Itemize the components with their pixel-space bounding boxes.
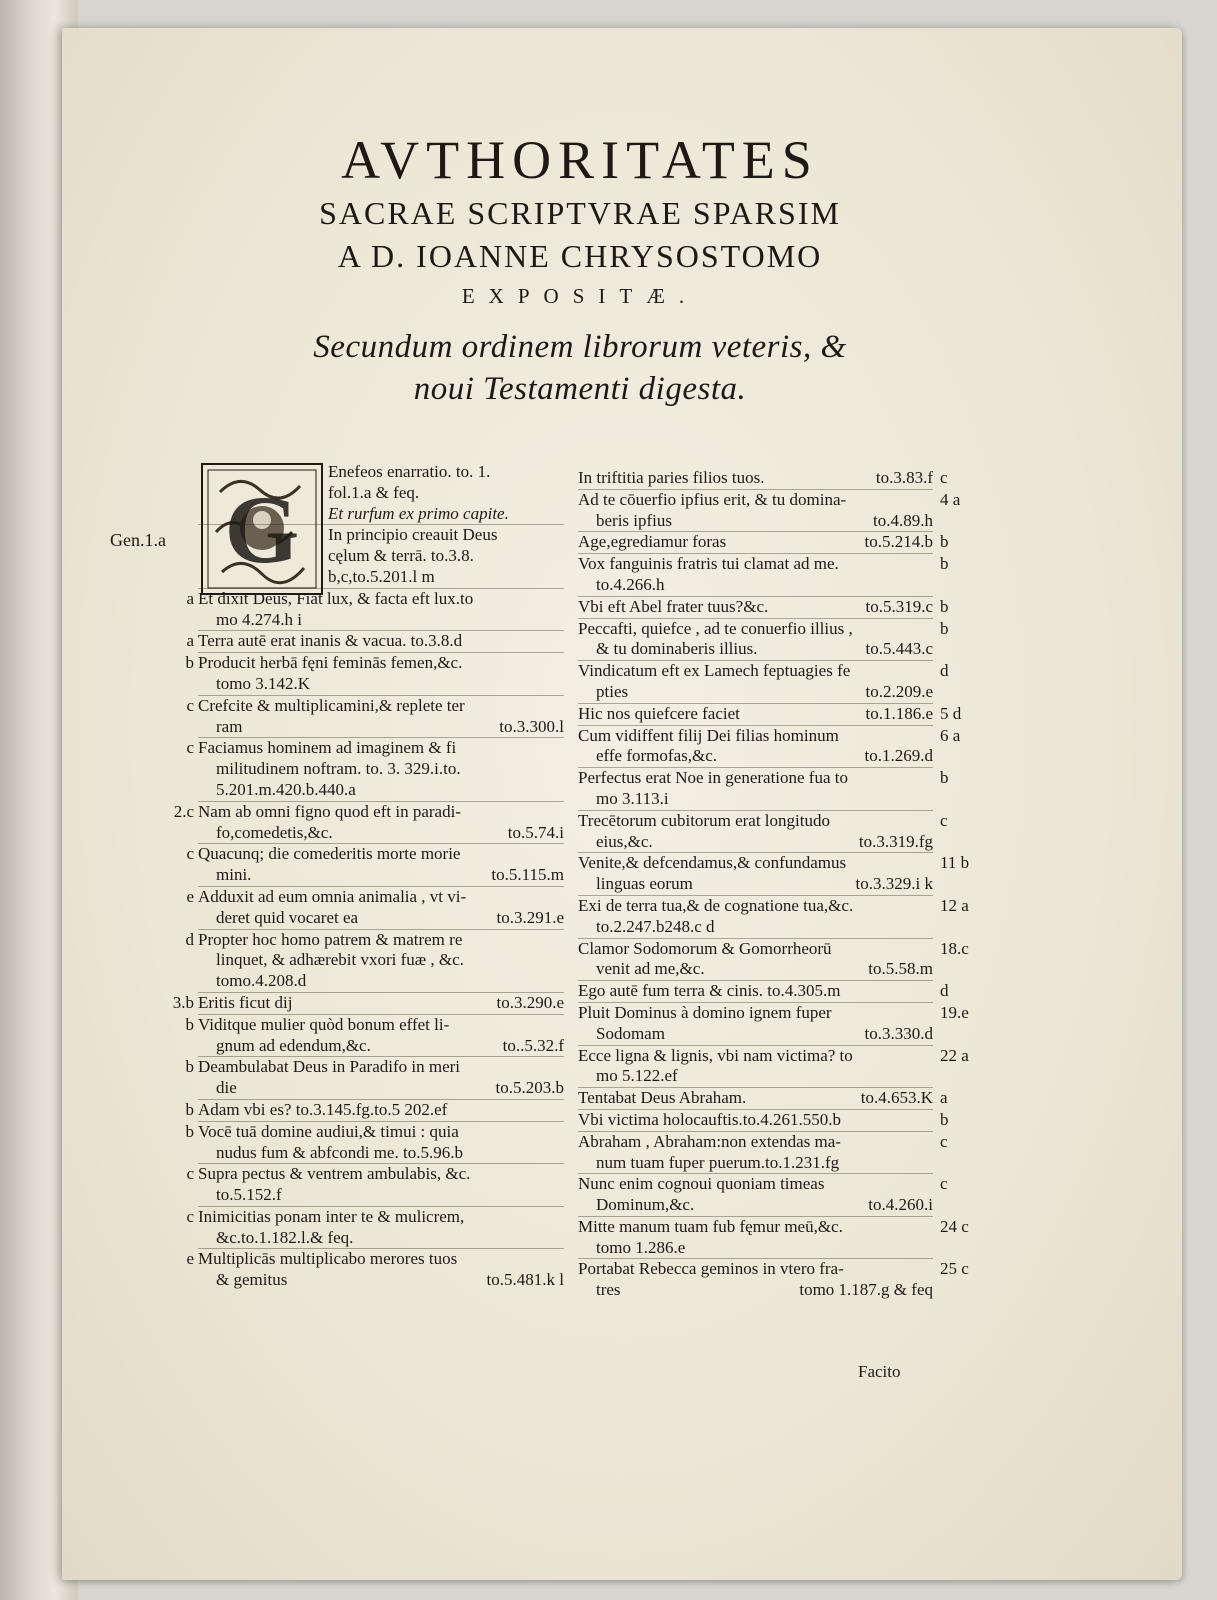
entry-reference: to.3.300.l: [499, 716, 564, 736]
entry-margin-mark: b: [185, 1099, 194, 1119]
entry-margin-mark: b: [940, 554, 949, 574]
entry-margin-mark: a: [940, 1088, 948, 1108]
right-index-entry: [578, 596, 949, 618]
left-index-entry: [186, 843, 564, 886]
right-index-entry: [578, 468, 948, 489]
entry-line: [578, 1088, 933, 1109]
right-index-entry: [578, 1002, 969, 1045]
entry-reference: to.3.319.fg: [858, 831, 933, 851]
entry-margin-mark: b: [940, 768, 949, 788]
entry-text: Eritis ficut dij: [198, 992, 293, 1012]
entry-margin-mark: d: [940, 981, 949, 1001]
entry-reference: to.2.209.e: [865, 681, 933, 701]
entry-text: & gemitus: [216, 1270, 288, 1290]
initial-letter: G: [224, 476, 300, 583]
right-index-entry: [578, 1173, 948, 1216]
entry-text: & tu dominaberis illius.: [596, 639, 758, 659]
entry-line: [578, 1280, 933, 1301]
entry-line: [578, 532, 933, 553]
entry-line: [578, 959, 933, 980]
entry-margin-mark: e: [186, 886, 194, 906]
entry-line: Crefcite & multiplicamini,& replete ter: [198, 695, 465, 715]
entry-line: Clamor Sodomorum & Gomorrheorū: [578, 938, 832, 958]
entry-margin-mark: 12 a: [940, 895, 969, 915]
entry-margin-mark: c: [186, 1206, 194, 1226]
entry-text: gnum ad edendum,&c.: [216, 1035, 371, 1055]
entry-line: Trecētorum cubitorum erat longitudo: [578, 810, 830, 830]
entry-reference: to.5.319.c: [865, 596, 933, 616]
left-index-entry: [185, 1014, 564, 1057]
left-index-entry: [186, 886, 564, 929]
right-index-entry: [578, 1216, 969, 1259]
left-index-entry: [186, 695, 564, 738]
entry-line: [578, 468, 933, 489]
entry-reference: to.4.260.i: [868, 1195, 933, 1215]
entry-line: Ego autē fum terra & cinis. to.4.305.m: [578, 981, 841, 1001]
left-index-entry: [172, 992, 564, 1014]
right-index-entry: [578, 1087, 948, 1109]
entry-line: militudinem noftram. to. 3. 329.i.to.: [216, 759, 461, 779]
entry-margin-mark: b: [185, 1014, 194, 1034]
entry-line: Terra autē erat inanis & vacua. to.3.8.d: [198, 631, 463, 651]
entry-line: fol.1.a & feq.: [328, 482, 420, 502]
entry-text: beris ipfius: [596, 510, 673, 530]
title-line-2: SACRAE SCRIPTVRAE SPARSIM: [319, 195, 841, 231]
entry-line: [198, 823, 564, 844]
entry-margin-mark: 6 a: [940, 725, 961, 745]
entry-margin-mark: b: [185, 1057, 194, 1077]
right-index-entry: [578, 767, 949, 810]
entry-margin-mark: c: [186, 1164, 194, 1184]
entry-reference: to.5.74.i: [507, 822, 564, 842]
entry-line: Portabat Rebecca geminos in vtero fra-: [578, 1259, 844, 1279]
entry-line: Inimicitias ponam inter te & mulicrem,: [198, 1206, 465, 1226]
entry-line: Perfectus erat Noe in generatione fua to: [578, 768, 848, 788]
entry-reference: to.3.291.e: [496, 907, 564, 927]
entry-margin-mark: c: [940, 1174, 948, 1194]
right-index-entry: [578, 938, 969, 981]
entry-reference: to.5.214.b: [864, 532, 933, 552]
entry-reference: to.5.481.k l: [486, 1270, 564, 1290]
entry-line: [578, 874, 933, 895]
left-index-entry: [173, 801, 564, 844]
title-line-4: EXPOSITÆ.: [461, 284, 699, 308]
left-index-entry: [186, 588, 564, 631]
entry-text: tres: [596, 1280, 621, 1300]
entry-margin-mark: c: [940, 468, 948, 487]
entry-reference: to.1.269.d: [864, 746, 933, 766]
entry-text: eius,&c.: [596, 831, 653, 851]
entry-margin-mark: 25 c: [940, 1259, 969, 1279]
entry-reference: tomo 1.187.g & feq: [799, 1280, 933, 1300]
right-index-entry: [578, 725, 961, 768]
entry-line: Vbi victima holocauftis.to.4.261.550.b: [578, 1109, 841, 1129]
catchword: Facito: [858, 1362, 901, 1381]
subtitle-line-2: noui Testamenti digesta.: [413, 371, 747, 407]
entry-line: [578, 511, 933, 532]
right-index-entry: [578, 618, 949, 661]
entry-reference: to.5.203.b: [495, 1078, 564, 1098]
entry-text: Hic nos quiefcere faciet: [578, 703, 740, 723]
index-left-column: [172, 462, 564, 1291]
left-index-entry: [198, 504, 564, 525]
entry-reference: to.4.89.h: [873, 510, 933, 530]
left-index-entry: [185, 1121, 564, 1164]
entry-line: mo 4.274.h i: [216, 609, 302, 629]
entry-reference: to.4.653.K: [860, 1088, 933, 1108]
entry-margin-mark: 24 c: [940, 1216, 969, 1236]
entry-margin-mark: 5 d: [940, 703, 962, 723]
entry-line: Deambulabat Deus in Paradifo in meri: [198, 1057, 461, 1077]
entry-text: ram: [216, 716, 243, 736]
left-index-entry: [186, 737, 564, 800]
entry-line: Ecce ligna & lignis, vbi nam victima? to: [578, 1045, 853, 1065]
entry-line: Et rurfum ex primo capite.: [328, 503, 509, 523]
entry-line: mo 5.122.ef: [596, 1066, 678, 1086]
entry-text: In triftitia paries filios tuos.: [578, 468, 765, 487]
entry-line: to.4.266.h: [596, 574, 665, 594]
entry-line: num tuam fuper puerum.to.1.231.fg: [596, 1152, 840, 1172]
entry-margin-mark: c: [186, 738, 194, 758]
entry-text: die: [216, 1078, 237, 1098]
right-index-entry: [578, 489, 961, 532]
left-index-entry: [198, 524, 564, 587]
right-index-entry: [578, 553, 949, 596]
right-index-entry: [578, 895, 969, 938]
title-line-3: A D. IOANNE CHRYSOSTOMO: [337, 238, 823, 274]
entry-margin-mark: 2.c: [173, 801, 194, 821]
entry-margin-mark: b: [940, 532, 949, 552]
entry-margin-mark: a: [186, 631, 194, 651]
entry-line: 5.201.m.420.b.440.a: [216, 779, 356, 799]
entry-line: Cum vidiffent filij Dei filias hominum: [578, 725, 839, 745]
entry-text: Vbi eft Abel frater tuus?&c.: [578, 596, 769, 616]
entry-text: linguas eorum: [596, 874, 693, 894]
entry-line: Vox fanguinis fratris tui clamat ad me.: [578, 554, 839, 574]
right-index-entry: [578, 1131, 948, 1174]
entry-line: [578, 682, 933, 703]
entry-reference: to.1.186.e: [865, 703, 933, 723]
right-index-entry: [578, 1045, 969, 1088]
right-index-entry: [578, 1258, 969, 1301]
entry-margin-mark: d: [185, 929, 194, 949]
entry-line: [578, 704, 933, 725]
entry-reference: to.5.115.m: [491, 865, 564, 885]
entry-text: Dominum,&c.: [596, 1195, 695, 1215]
entry-line: [578, 597, 933, 618]
entry-line: [198, 1036, 564, 1057]
right-index-entry: [578, 1109, 949, 1131]
entry-line: [198, 993, 564, 1014]
entry-line: [198, 1270, 564, 1291]
entry-line: &c.to.1.182.l.& feq.: [216, 1227, 354, 1247]
entry-line: Et dixit Deus, Fiat lux, & facta eft lux.to: [198, 588, 474, 608]
entry-margin-mark: 11 b: [940, 853, 970, 873]
right-index-entry: [578, 660, 949, 703]
entry-line: tomo.4.208.d: [216, 971, 307, 991]
entry-line: [198, 908, 564, 929]
left-index-entry: [185, 1099, 564, 1121]
entry-margin-mark: 19.e: [940, 1002, 969, 1022]
entry-margin-mark: 3.b: [172, 992, 194, 1012]
entry-margin-mark: 18.c: [940, 938, 969, 958]
margin-label: Gen.1.a: [110, 530, 166, 550]
entry-text: Tentabat Deus Abraham.: [578, 1088, 747, 1108]
entry-reference: to.3.83.f: [875, 468, 933, 487]
entry-line: Faciamus hominem ad imaginem & fi: [198, 738, 457, 758]
entry-reference: to.3.290.e: [496, 992, 564, 1012]
entry-line: [578, 746, 933, 767]
right-index-entry: [578, 531, 949, 553]
entry-line: Multiplicās multiplicabo merores tuos: [198, 1249, 458, 1269]
entry-margin-mark: b: [940, 596, 949, 616]
left-index-entry: [186, 1248, 564, 1291]
entry-line: cęlum & terrā. to.3.8.: [328, 546, 474, 566]
entry-line: Venite,& defcendamus,& confundamus: [578, 853, 847, 873]
entry-margin-mark: c: [940, 1131, 948, 1151]
entry-line: tomo 3.142.K: [216, 673, 310, 693]
entry-margin-mark: d: [940, 661, 949, 681]
left-index-entry: [185, 929, 564, 992]
entry-line: [578, 639, 933, 660]
entry-text: effe formofas,&c.: [596, 746, 717, 766]
subtitle-line-1: Secundum ordinem librorum veteris, &: [313, 329, 847, 365]
entry-line: b,c,to.5.201.l m: [328, 566, 435, 586]
entry-line: tomo 1.286.e: [596, 1237, 686, 1257]
entry-margin-mark: b: [185, 1121, 194, 1141]
entry-line: linquet, & adhærebit vxori fuæ , &c.: [216, 950, 464, 970]
entry-reference: to.5.443.c: [865, 639, 933, 659]
entry-line: Quacunq; die comederitis morte morie: [198, 844, 461, 864]
entry-line: Abraham , Abraham:non extendas ma-: [578, 1131, 841, 1151]
entry-line: mo 3.113.i: [596, 788, 669, 808]
entry-reference: to..5.32.f: [502, 1035, 564, 1055]
entry-margin-mark: c: [186, 844, 194, 864]
left-index-entry: [185, 652, 564, 695]
entry-reference: to.5.58.m: [868, 959, 933, 979]
left-index-entry: [186, 1163, 564, 1206]
entry-line: to.2.247.b248.c d: [596, 916, 715, 936]
entry-margin-mark: b: [940, 618, 949, 638]
entry-margin-mark: a: [186, 588, 194, 608]
entry-line: Ad te cōuerfio ipfius erit, & tu domina-: [578, 489, 847, 509]
entry-reference: to.3.329.i k: [855, 874, 933, 894]
entry-text: deret quid vocaret ea: [216, 907, 359, 927]
entry-text: pties: [596, 681, 629, 701]
entry-margin-mark: c: [940, 810, 948, 830]
right-index-entry: [578, 810, 948, 853]
entry-line: Viditque mulier quòd bonum effet li-: [198, 1014, 450, 1034]
entry-margin-mark: e: [186, 1249, 194, 1269]
entry-line: Enefeos enarratio. to. 1.: [328, 462, 491, 481]
entry-line: Producit herbā fęni feminās femen,&c.: [198, 653, 463, 673]
entry-line: nudus fum & abfcondi me. to.5.96.b: [216, 1142, 463, 1162]
entry-margin-mark: 22 a: [940, 1045, 969, 1065]
entry-line: Adduxit ad eum omnia animalia , vt vi-: [198, 886, 467, 906]
entry-line: [578, 832, 933, 853]
entry-line: In principio creauit Deus: [328, 525, 498, 545]
entry-text: fo,comedetis,&c.: [216, 822, 333, 842]
entry-line: Nunc enim cognoui quoniam timeas: [578, 1174, 825, 1194]
title-line-1: AVTHORITATES: [341, 130, 819, 190]
left-index-entry: [185, 1056, 564, 1099]
entry-line: [578, 1195, 933, 1216]
entry-line: Vindicatum eft ex Lamech feptuagies fe: [578, 661, 851, 681]
right-index-entry: [578, 852, 970, 895]
entry-line: Mitte manum tuam fub fęmur meū,&c.: [578, 1216, 843, 1236]
left-index-entry: [186, 1206, 564, 1249]
entry-line: [198, 717, 564, 738]
entry-line: [578, 1024, 933, 1045]
entry-line: Exi de terra tua,& de cognatione tua,&c.: [578, 895, 854, 915]
page-header: [130, 128, 1030, 412]
entry-line: Propter hoc homo patrem & matrem re: [198, 929, 463, 949]
entry-line: Nam ab omni figno quod eft in paradi-: [198, 801, 461, 821]
right-index-entry: [578, 703, 962, 725]
entry-line: Adam vbi es? to.3.145.fg.to.5 202.ef: [198, 1099, 448, 1119]
entry-line: Peccafti, quiefce , ad te conuerfio illius ,: [578, 618, 853, 638]
entry-line: Vocē tuā domine audiui,& timui : quia: [198, 1121, 459, 1141]
entry-line: Supra pectus & ventrem ambulabis, &c.: [198, 1164, 471, 1184]
left-index-entry: [186, 630, 564, 652]
entry-text: Age,egrediamur foras: [578, 532, 727, 552]
entry-text: mini.: [216, 865, 252, 885]
entry-text: venit ad me,&c.: [596, 959, 705, 979]
entry-reference: to.3.330.d: [864, 1023, 933, 1043]
entry-margin-mark: 4 a: [940, 489, 961, 509]
entry-margin-mark: b: [185, 653, 194, 673]
entry-line: [198, 1078, 564, 1099]
index-right-column: [578, 468, 970, 1301]
entry-line: [198, 865, 564, 886]
entry-line: Pluit Dominus à domino ignem fuper: [578, 1002, 832, 1022]
entry-margin-mark: b: [940, 1109, 949, 1129]
right-index-entry: [578, 980, 949, 1002]
entry-line: to.5.152.f: [216, 1185, 282, 1205]
entry-text: Sodomam: [596, 1023, 665, 1043]
entry-margin-mark: c: [186, 695, 194, 715]
left-index-entry: [198, 462, 564, 504]
